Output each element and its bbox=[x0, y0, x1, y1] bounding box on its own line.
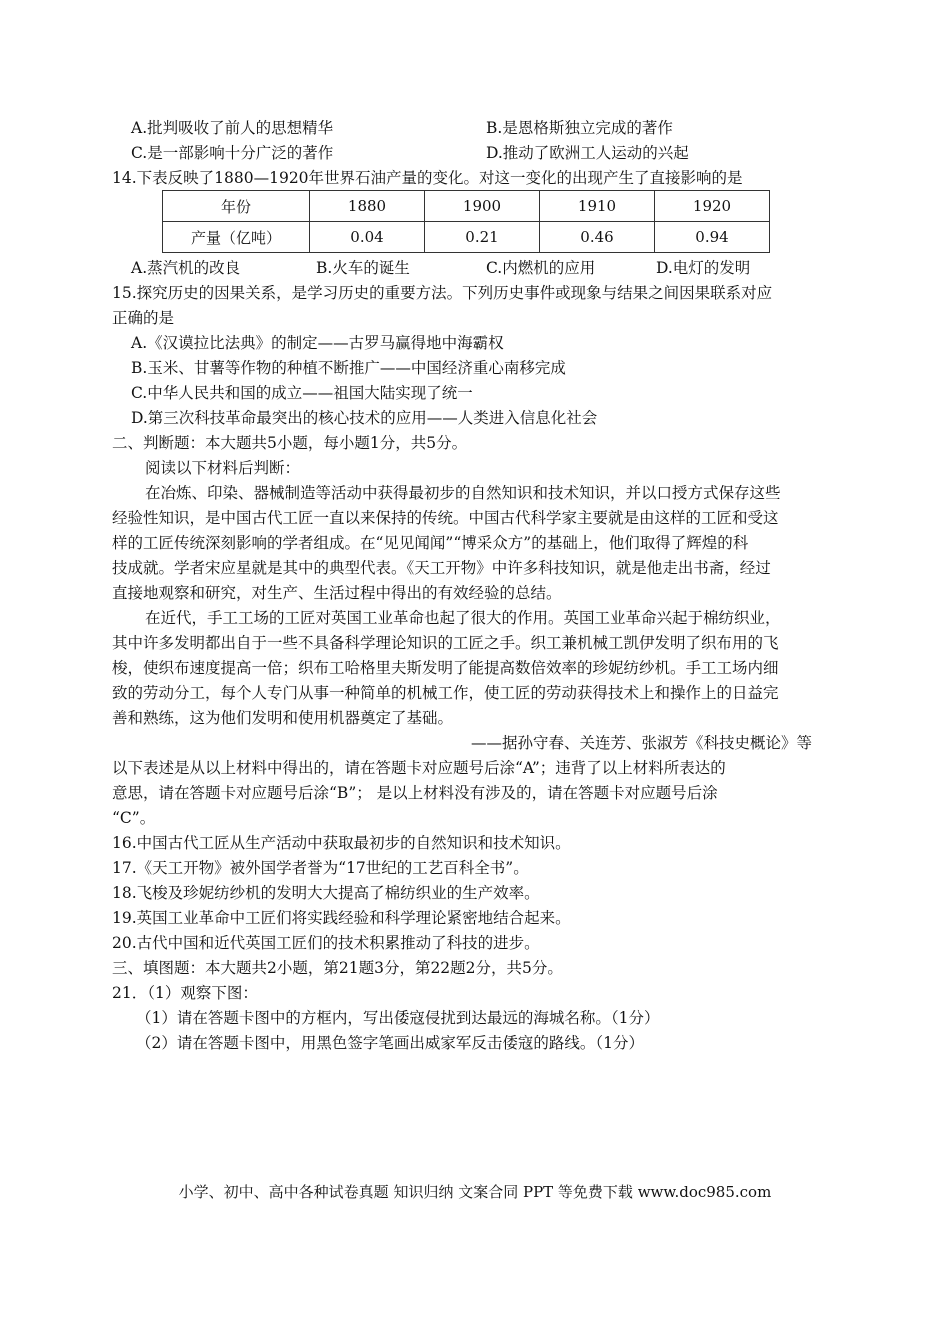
material-p1-line: 直接地观察和研究，对生产、生活过程中得出的有效经验的总结。 bbox=[112, 584, 562, 602]
material-p2-line: 其中许多发明都出自于一些不具备科学理论知识的工匠之手。织工兼机械工凯伊发明了织布用的飞 bbox=[112, 634, 779, 652]
table-row bbox=[163, 191, 770, 222]
judge-item-17: 17.《天工开物》被外国学者誉为“17世纪的工艺百科全书”。 bbox=[112, 859, 529, 877]
q14-option-b: B.火车的诞生 bbox=[316, 259, 410, 277]
table-header-output: 产量（亿吨） bbox=[163, 222, 310, 253]
table-cell: 0.94 bbox=[655, 222, 770, 253]
judge-item-18: 18.飞梭及珍妮纺纱机的发明大大提高了棉纺织业的生产效率。 bbox=[112, 884, 540, 902]
table-cell: 1880 bbox=[310, 191, 425, 222]
section2-title: 二、判断题：本大题共5小题，每小题1分，共5分。 bbox=[112, 434, 468, 452]
table-row bbox=[163, 222, 770, 253]
q15-option-c: C.中华人民共和国的成立——祖国大陆实现了统一 bbox=[131, 384, 473, 402]
q15-stem-line2: 正确的是 bbox=[112, 309, 175, 327]
q15-stem-line1: 15.探究历史的因果关系，是学习历史的重要方法。下列历史事件或现象与结果之间因果联系对应 bbox=[112, 284, 773, 302]
q13-option-d: D.推动了欧洲工人运动的兴起 bbox=[486, 144, 689, 162]
material-p1-line: 经验性知识，是中国古代工匠一直以来保持的传统。中国古代科学家主要就是由这样的工匠和受这 bbox=[112, 509, 779, 527]
material-p2-line: 梭，使织布速度提高一倍；织布工哈格里夫斯发明了能提高数倍效率的珍妮纺纱机。手工工场内细 bbox=[112, 659, 779, 677]
material-p1-line: 在冶炼、印染、器械制造等活动中获得最初步的自然知识和技术知识，并以口授方式保存这些 bbox=[145, 484, 781, 502]
judge-instruction-line: “C”。 bbox=[112, 809, 156, 827]
q14-option-c: C.内燃机的应用 bbox=[486, 259, 596, 277]
judge-item-20: 20.古代中国和近代英国工匠们的技术积累推动了科技的进步。 bbox=[112, 934, 540, 952]
judge-instruction-line: 意思，请在答题卡对应题号后涂“B”； 是以上材料没有涉及的，请在答题卡对应题号后涂 bbox=[112, 784, 718, 802]
page-footer: 小学、初中、高中各种试卷真题 知识归纳 文案合同 PPT 等免费下载 www.doc985.com bbox=[178, 1183, 772, 1201]
q15-option-d: D.第三次科技革命最突出的核心技术的应用——人类进入信息化社会 bbox=[131, 409, 598, 427]
material-source: ——据孙守春、关连芳、张淑芳《科技史概论》等 bbox=[471, 734, 813, 752]
q15-option-a: A.《汉谟拉比法典》的制定——古罗马赢得地中海霸权 bbox=[131, 334, 504, 352]
q14-option-a: A.蒸汽机的改良 bbox=[131, 259, 241, 277]
table-cell: 0.46 bbox=[540, 222, 655, 253]
material-p2-line: 在近代，手工工场的工匠对英国工业革命也起了很大的作用。英国工业革命兴起于棉纺织业， bbox=[145, 609, 781, 627]
q13-option-c: C.是一部影响十分广泛的著作 bbox=[131, 144, 334, 162]
section2-intro: 阅读以下材料后判断： bbox=[145, 459, 301, 477]
q21-sub1: （1）请在答题卡图中的方框内，写出倭寇侵扰到达最远的海城名称。（1分） bbox=[136, 1009, 660, 1027]
material-p2-line: 致的劳动分工，每个人专门从事一种简单的机械工作，使工匠的劳动获得技术上和操作上的日益完 bbox=[112, 684, 779, 702]
q15-option-b: B.玉米、甘薯等作物的种植不断推广——中国经济重心南移完成 bbox=[131, 359, 566, 377]
material-p1-line: 技成就。学者宋应星就是其中的典型代表。《天工开物》中许多科技知识，就是他走出书斋，经过 bbox=[112, 559, 771, 577]
judge-instruction-line: 以下表述是从以上材料中得出的，请在答题卡对应题号后涂“A”；违背了以上材料所表达的 bbox=[112, 759, 726, 777]
material-p1-line: 样的工匠传统深刻影响的学者组成。在“见见闻闻”“博采众方”的基础上，他们取得了辉煌的科 bbox=[112, 534, 749, 552]
judge-item-16: 16.中国古代工匠从生产活动中获取最初步的自然知识和技术知识。 bbox=[112, 834, 571, 852]
table-cell: 1920 bbox=[655, 191, 770, 222]
table-cell: 1910 bbox=[540, 191, 655, 222]
q13-option-b: B.是恩格斯独立完成的著作 bbox=[486, 119, 673, 137]
table-cell: 0.04 bbox=[310, 222, 425, 253]
material-p2-line: 善和熟练，这为他们发明和使用机器奠定了基础。 bbox=[112, 709, 454, 727]
q21-sub2: （2）请在答题卡图中，用黑色签字笔画出威家军反击倭寇的路线。（1分） bbox=[136, 1034, 644, 1052]
table-cell: 1900 bbox=[425, 191, 540, 222]
q21-stem: 21．（1）观察下图： bbox=[112, 984, 258, 1002]
oil-production-table bbox=[162, 190, 770, 253]
table-cell: 0.21 bbox=[425, 222, 540, 253]
q14-stem: 14.下表反映了1880—1920年世界石油产量的变化。对这一变化的出现产生了直接影响的是 bbox=[112, 169, 743, 187]
q13-option-a: A.批判吸收了前人的思想精华 bbox=[131, 119, 334, 137]
q14-option-d: D.电灯的发明 bbox=[656, 259, 751, 277]
table-header-year: 年份 bbox=[163, 191, 310, 222]
judge-item-19: 19.英国工业革命中工匠们将实践经验和科学理论紧密地结合起来。 bbox=[112, 909, 571, 927]
section3-title: 三、填图题：本大题共2小题，第21题3分，第22题2分，共5分。 bbox=[112, 959, 563, 977]
